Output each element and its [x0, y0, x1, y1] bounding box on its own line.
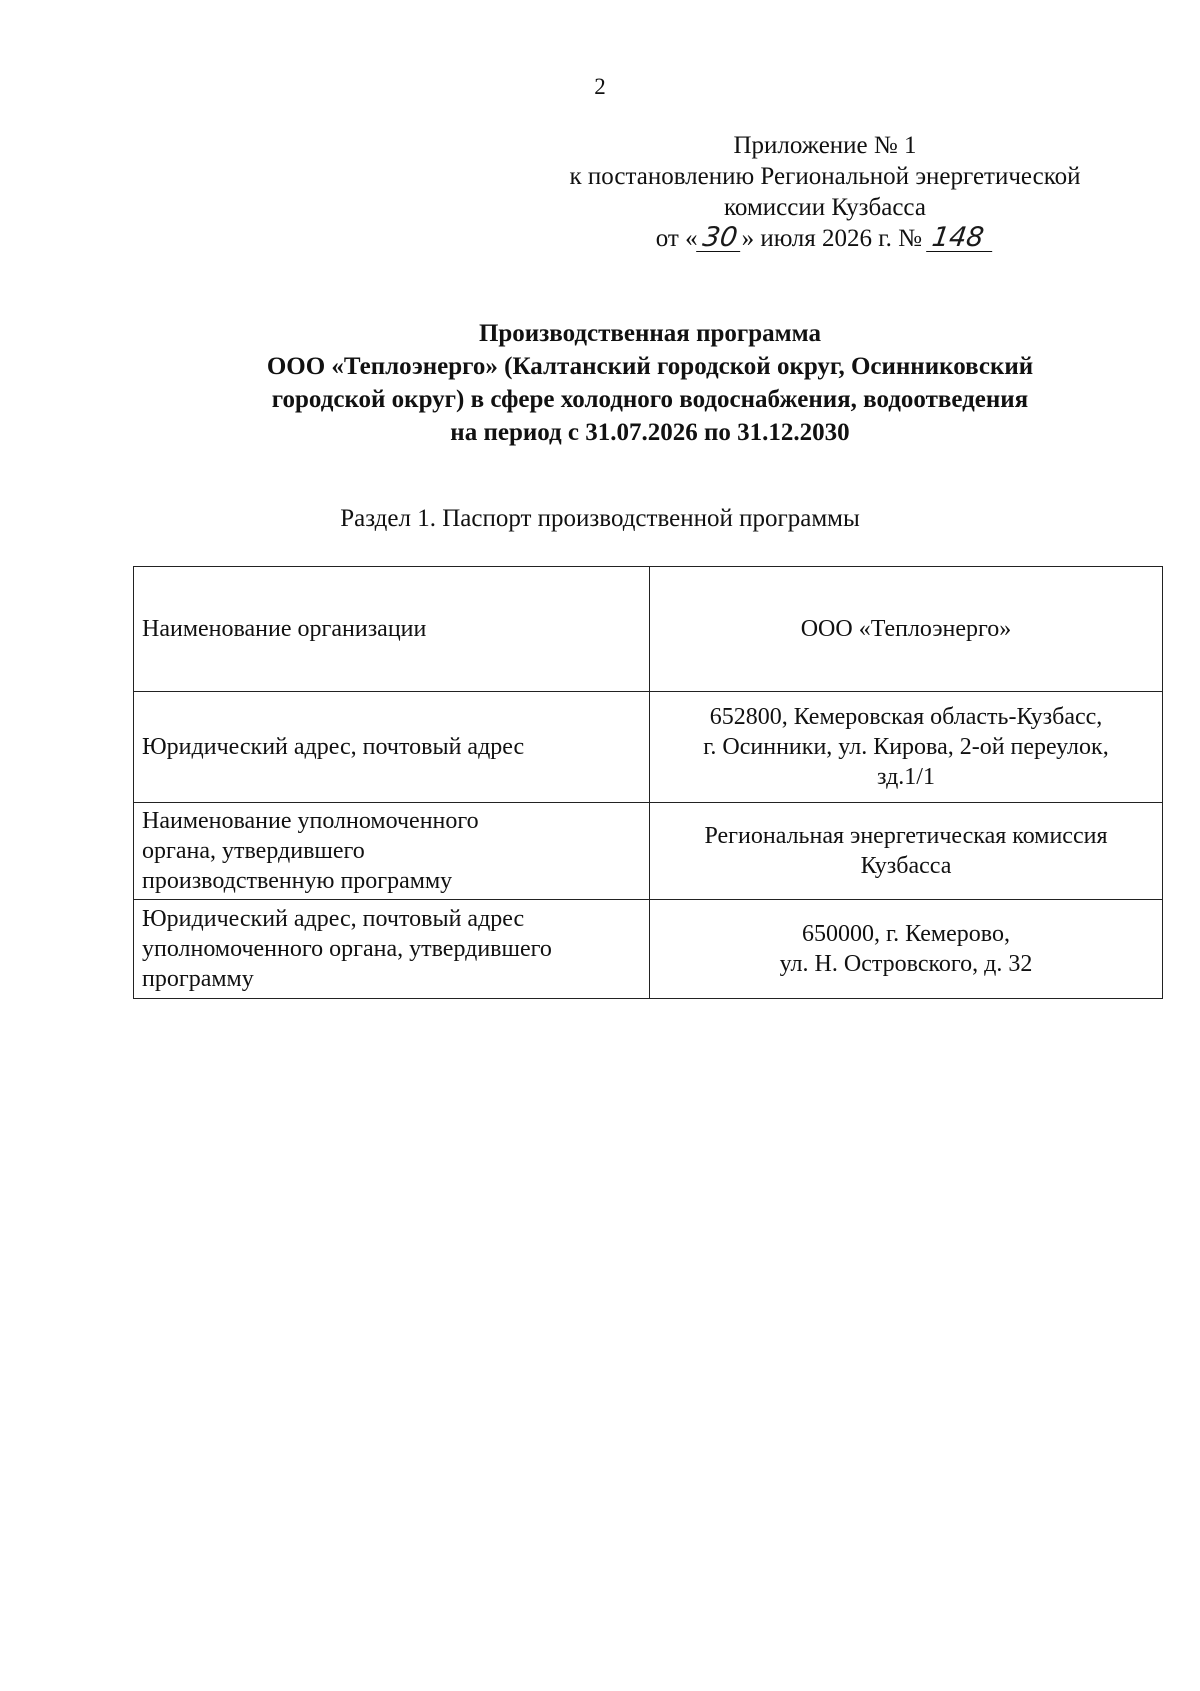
row-label: Юридический адрес, почтовый адрес — [134, 692, 650, 803]
row-value: 650000, г. Кемерово, ул. Н. Островского, д. 32 — [650, 900, 1163, 999]
row-label: Наименование организации — [134, 567, 650, 692]
handwritten-number: 148 — [926, 225, 996, 252]
passport-table — [133, 566, 1163, 999]
table-row — [134, 900, 1163, 999]
title-line-1: Производственная программа — [478, 320, 822, 347]
title-line-2: ООО «Теплоэнерго» (Калтанский городской округ, Осинниковский — [266, 353, 1034, 380]
document-title — [130, 317, 1170, 449]
row-value: 652800, Кемеровская область-Кузбасс, г. Осинники, ул. Кирова, 2-ой переулок, зд.1/1 — [650, 692, 1163, 803]
table-row — [134, 803, 1163, 900]
appendix-resolution-line: к постановлению Региональной энергетической — [569, 163, 1081, 190]
appendix-date-line — [530, 223, 1120, 254]
table-row — [134, 567, 1163, 692]
row-value: Региональная энергетическая комиссия Кузбасса — [650, 803, 1163, 900]
row-value: ООО «Теплоэнерго» — [650, 567, 1163, 692]
page-number: 2 — [594, 74, 606, 99]
appendix-title: Приложение № 1 — [733, 132, 917, 159]
title-line-4: на период с 31.07.2026 по 31.12.2030 — [450, 419, 850, 446]
handwritten-day: 30 — [696, 225, 744, 252]
title-line-3: городской округ) в сфере холодного водоснабжения, водоотведения — [271, 386, 1029, 413]
appendix-block — [530, 130, 1120, 254]
date-prefix: от « — [655, 225, 698, 252]
row-label: Наименование уполномоченного органа, утвердившего производственную программу — [134, 803, 650, 900]
table-row — [134, 692, 1163, 803]
appendix-commission-line: комиссии Кузбасса — [724, 194, 926, 221]
section-heading: Раздел 1. Паспорт производственной программы — [340, 505, 860, 532]
date-suffix: » июля 2026 г. № — [741, 225, 923, 252]
row-label: Юридический адрес, почтовый адрес уполномоченного органа, утвердившего программу — [134, 900, 650, 999]
